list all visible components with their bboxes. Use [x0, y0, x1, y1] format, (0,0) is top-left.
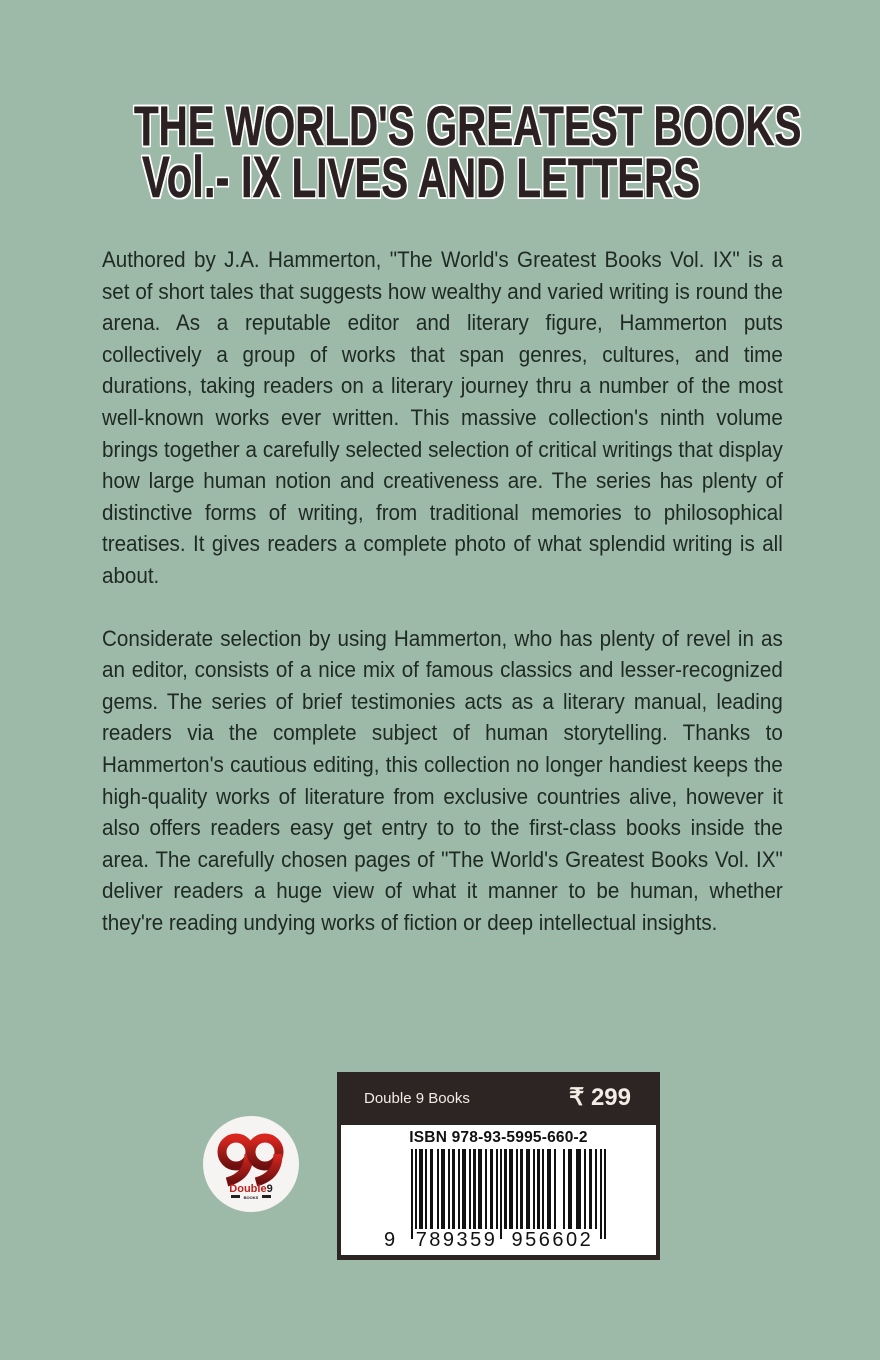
description	[102, 244, 783, 938]
barcode-digits: 9 789359 956602	[384, 1229, 594, 1251]
price: ₹ 299	[569, 1084, 631, 1111]
double9-books-logo-icon	[203, 1116, 299, 1212]
barcode-panel	[337, 1072, 660, 1260]
barcode-header	[338, 1073, 659, 1125]
publisher-logo	[203, 1116, 299, 1212]
subtitle: LIVES AND LETTERS	[291, 146, 701, 209]
description-paragraph-2: Considerate selection by using Hammerton, who has plenty of revel in as an editor, consists of a nice mix of famous classics and lesser-recognized gems. The series of brief testimonies acts as a literary manual, leading readers via the complete subject of human storytelling. Thanks to Hammerton's cautious editing, this collection no longer handiest keeps the high-quality works of literature from exclusive countries alive, however it also offers readers easy get entry to to the first-class books inside the area. The carefully chosen pages of "The World's Greatest Books Vol. IX" deliver readers a huge view of what it manner to be human, whether they're reading undying works of fiction or deep intellectual insights.	[102, 625, 783, 935]
isbn-label: ISBN 978-93-5995-660-2	[409, 1129, 588, 1146]
barcode-area	[341, 1125, 656, 1255]
title-line-1: THE WORLD'S GREATEST BOOKS	[134, 94, 802, 157]
volume-label: Vol.- IX	[142, 145, 281, 210]
svg-text:Double9: Double9	[229, 1183, 273, 1195]
publisher-name: Double 9 Books	[364, 1090, 470, 1107]
description-paragraph-1: Authored by J.A. Hammerton, "The World's Greatest Books Vol. IX" is a set of short tales that suggests how wealthy and varied writing is round the arena. As a reputable editor and literary figure, Hammerton puts collectively a group of works that span genres, cultures, and time durations, taking readers on a literary journey thru a number of the most well-known works ever written. This massive collection's ninth volume brings together a carefully selected selection of critical writings that display how large human notion and creativeness are. The series has plenty of distinctive forms of writing, from traditional memories to philosophical treatises. It gives readers a complete photo of what splendid writing is all about.	[102, 247, 783, 588]
svg-text:BOOKS: BOOKS	[243, 1195, 259, 1200]
title-line-2	[142, 145, 701, 210]
